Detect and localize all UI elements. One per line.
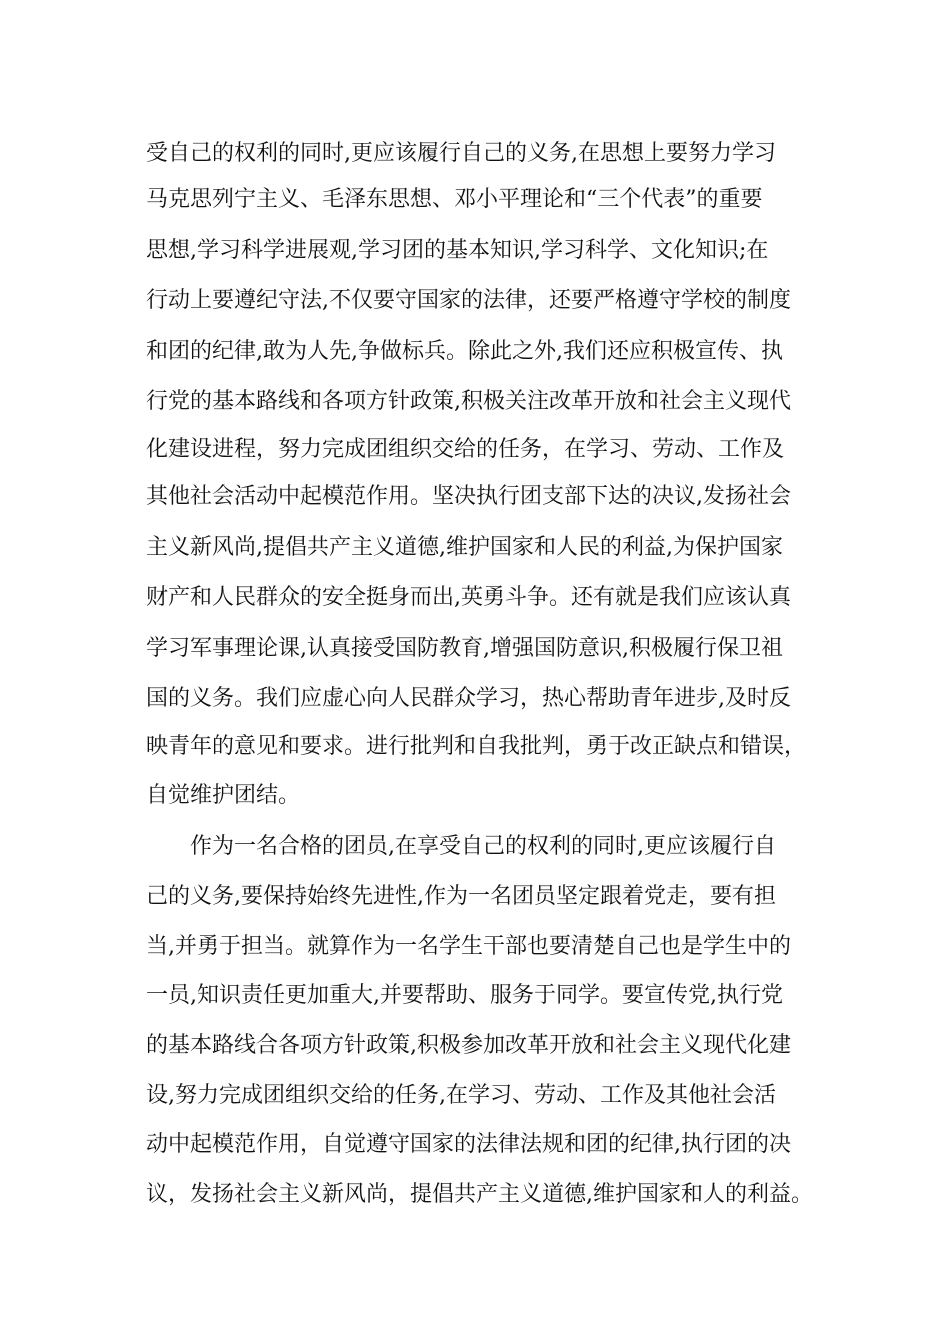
paragraph-2-line: 作为一名合格的团员,在享受自己的权利的同时,更应该履行自	[190, 834, 776, 859]
paragraph-2-line: 的基本路线合各项方针政策,积极参加改革开放和社会主义现代化建	[146, 1033, 791, 1058]
paragraph-1-line: 和团的纪律,敢为人先,争做标兵。除此之外,我们还应积极宣传、执	[146, 339, 783, 364]
paragraph-1-line: 思想,学习科学进展观,学习团的基本知识,学习科学、文化知识;在	[146, 238, 769, 263]
paragraph-1-line: 马克思列宁主义、毛泽东思想、邓小平理论和“三个代表”的重要	[146, 187, 763, 212]
paragraph-2-line: 设,努力完成团组织交给的任务,在学习、劳动、工作及其他社会活	[146, 1083, 776, 1108]
paragraph-2-line: 当,并勇于担当。就算作为一名学生干部也要清楚自己也是学生中的	[146, 934, 791, 959]
paragraph-2-line: 己的义务,要保持始终先进性,作为一名团员坚定跟着党走，要有担	[146, 884, 776, 909]
paragraph-2-line: 一员,知识责任更加重大,并要帮助、服务于同学。要宣传党,执行党	[146, 983, 783, 1008]
paragraph-1-line: 财产和人民群众的安全挺身而出,英勇斗争。还有就是我们应该认真	[146, 585, 791, 610]
paragraph-1-line: 行党的基本路线和各项方针政策,积极关注改革开放和社会主义现代	[146, 389, 791, 414]
paragraph-1-line: 行动上要遵纪守法,不仅要守国家的法律，还要严格遵守学校的制度	[146, 288, 791, 313]
paragraph-1-line: 其他社会活动中起模范作用。坚决执行团支部下达的决议,发扬社会	[146, 484, 791, 509]
paragraph-2-line: 议，发扬社会主义新风尚，提倡共产主义道德,维护国家和人的利益。	[146, 1182, 813, 1207]
paragraph-2-line: 动中起模范作用，自觉遵守国家的法律法规和团的纪律,执行团的决	[146, 1132, 791, 1157]
paragraph-1-line: 主义新风尚,提倡共产主义道德,维护国家和人民的利益,为保护国家	[146, 535, 783, 560]
paragraph-1-line: 国的义务。我们应虚心向人民群众学习，热心帮助青年进步,及时反	[146, 686, 791, 711]
paragraph-1-line: 映青年的意见和要求。进行批判和自我批判，勇于改正缺点和错误，	[146, 734, 807, 759]
paragraph-1-line: 学习军事理论课,认真接受国防教育,增强国防意识,积极履行保卫祖	[146, 636, 783, 661]
paragraph-1-line: 自觉维护团结。	[146, 783, 301, 808]
paragraph-1-line: 化建设进程，努力完成团组织交给的任务，在学习、劳动、工作及	[146, 437, 785, 462]
paragraph-1-line: 受自己的权利的同时,更应该履行自己的义务,在思想上要努力学习	[146, 141, 776, 166]
